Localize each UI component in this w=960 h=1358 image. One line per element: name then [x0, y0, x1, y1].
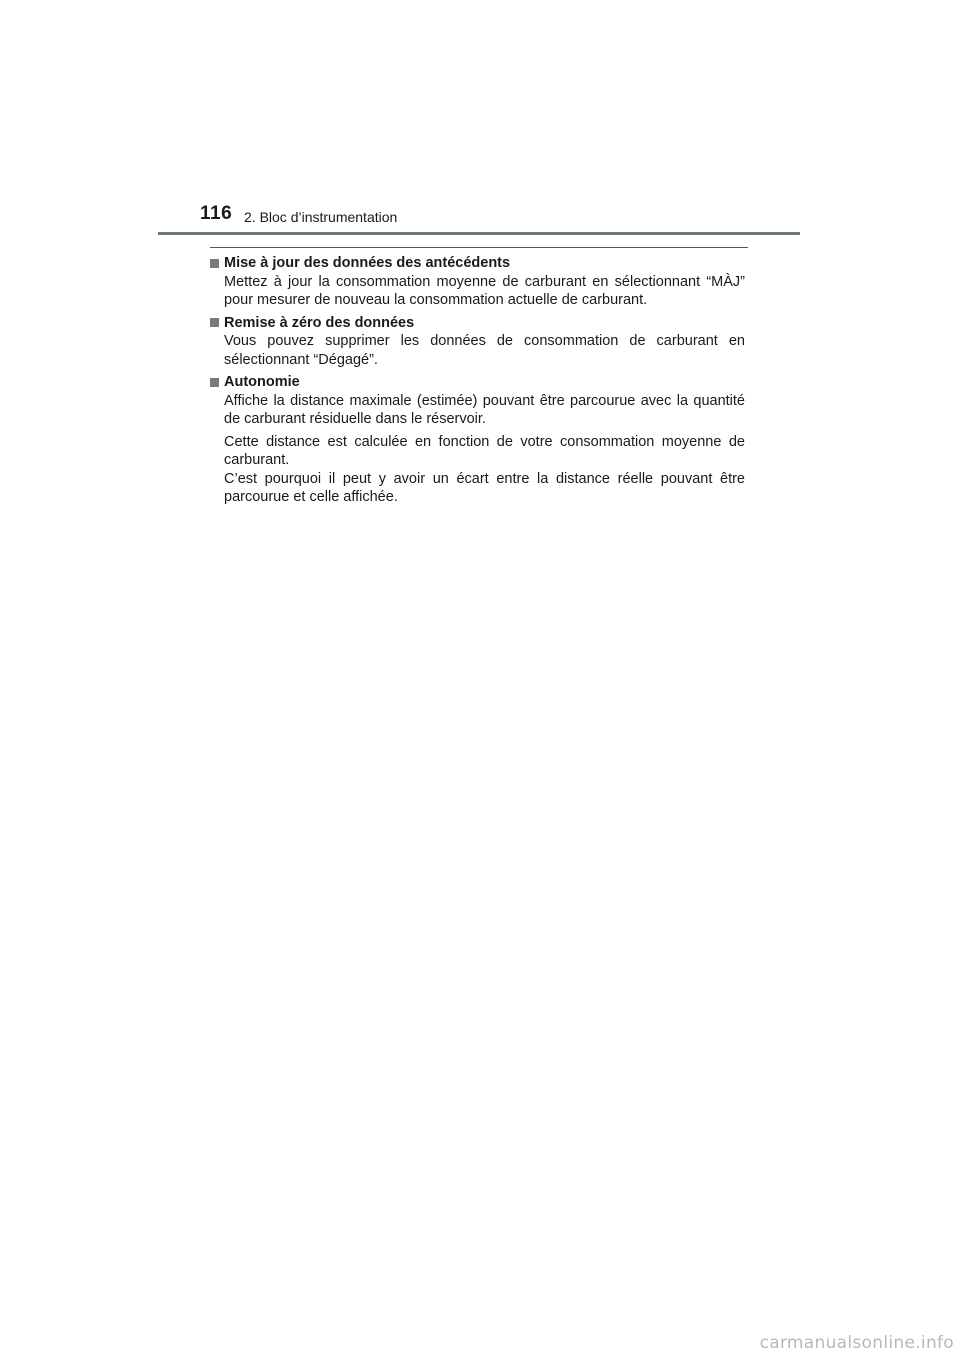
header-rule: [158, 232, 800, 235]
section-heading-text: Mise à jour des données des antécédents: [224, 255, 511, 271]
page-number: 116: [200, 203, 233, 224]
square-bullet-icon: [210, 378, 219, 387]
section-history-update: [210, 254, 745, 310]
section-rule: [210, 247, 748, 248]
section-heading-text: Autonomie: [224, 374, 300, 390]
section-data-reset: [210, 314, 745, 370]
section-heading-text: Remise à zéro des données: [224, 314, 415, 331]
watermark-text: carmanualsonline.info: [759, 1333, 954, 1353]
chapter-title: 2. Bloc d’instrumentation: [244, 209, 398, 225]
section-paragraph: Cette distance est calculée en fonction de votre consommation moyenne de carburant.: [224, 433, 745, 468]
section-heading: [210, 373, 745, 392]
square-bullet-icon: [210, 259, 219, 268]
square-bullet-icon: [210, 318, 219, 327]
section-heading: [210, 314, 745, 333]
section-autonomy: [210, 373, 745, 507]
page-content: [210, 254, 745, 511]
section-paragraph: Affiche la distance maximale (estimée) pouvant être parcourue avec la quantité de carburant résiduelle dans le réservoir.: [224, 392, 745, 427]
section-heading: [210, 254, 745, 273]
section-paragraph: C’est pourquoi il peut y avoir un écart entre la distance réelle pouvant être parcourue et celle affichée.: [224, 470, 745, 505]
section-paragraph: Mettez à jour la consommation moyenne de carburant en sélectionnant “MÀJ” pour mesurer de nouveau la consommation actuelle de carburant.: [224, 273, 745, 308]
section-paragraph: Vous pouvez supprimer les données de consommation de carburant en sélectionnant “Dégagé”.: [224, 333, 745, 368]
